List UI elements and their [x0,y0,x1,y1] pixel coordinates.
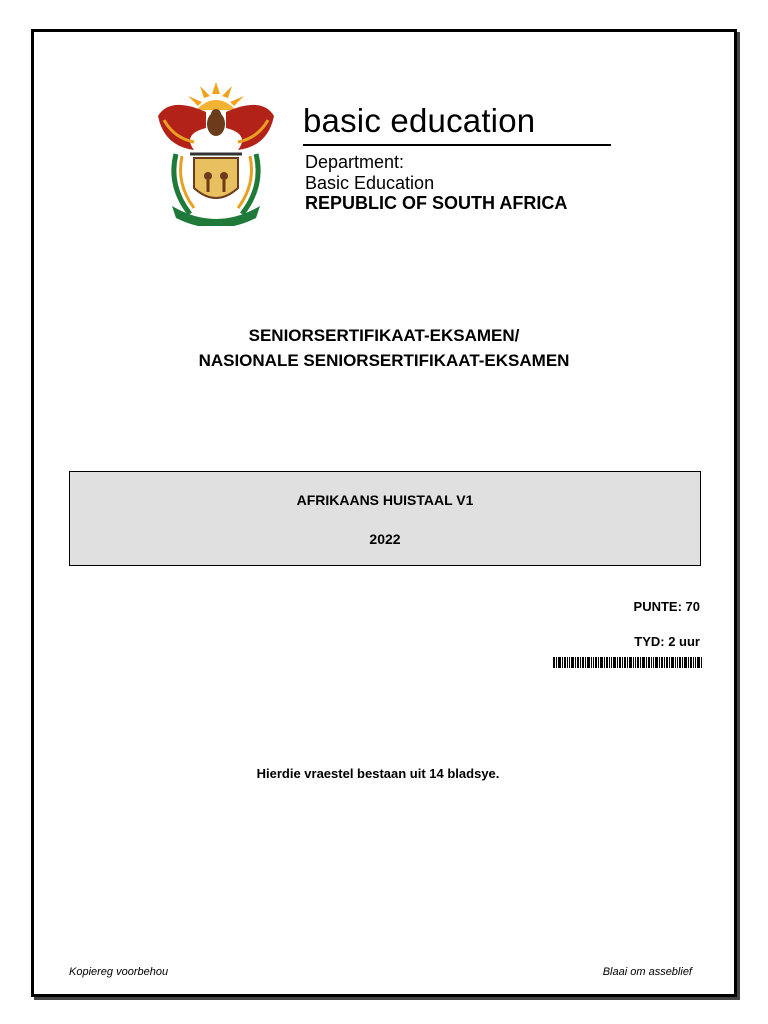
subject-name: AFRIKAANS HUISTAAL V1 [296,492,474,508]
page-count-note: Hierdie vraestel bestaan uit 14 bladsye. [256,766,500,781]
sun-rays [188,82,244,110]
subject-year: 2022 [369,531,401,547]
marks-label: PUNTE: 70 [633,599,700,614]
brand-title: basic education [303,102,536,139]
subject-box [69,471,701,566]
brand-divider [303,144,611,146]
barcode-icon [553,657,702,668]
country-name: REPUBLIC OF SOUTH AFRICA [305,193,568,213]
time-label: TYD: 2 uur [634,634,700,649]
exam-title-line-2: NASIONALE SENIORSERTIFIKAAT-EKSAMEN [198,351,570,370]
department-name: Basic Education [305,173,435,193]
exam-title-line-1: SENIORSERTIFIKAAT-EKSAMEN/ [248,326,520,345]
department-label: Department: [305,152,405,172]
header-logo-block [140,62,620,232]
footer-copyright: Kopiereg voorbehou [69,966,169,978]
coat-of-arms-icon [150,76,282,226]
footer-turn-over: Blaai om asseblief [602,966,692,978]
